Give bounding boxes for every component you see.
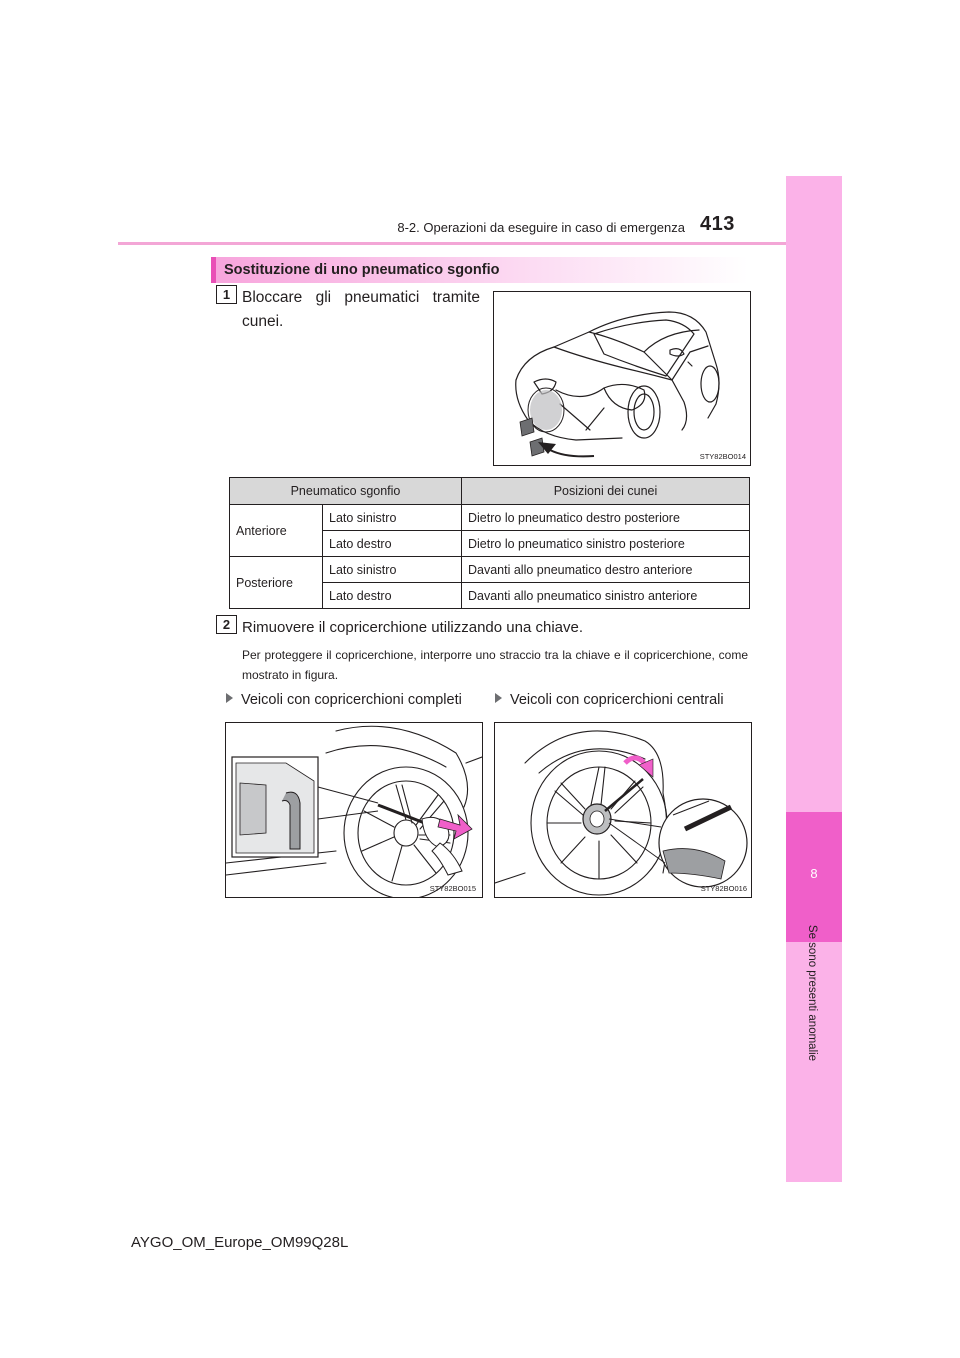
figure-code: STY82BO016	[700, 884, 747, 893]
variant-label: Veicoli con copricerchioni centrali	[510, 692, 724, 708]
table-cell-position: Davanti allo pneumatico destro anteriore	[462, 557, 750, 583]
chapter-title: Se sono presenti anomalie	[806, 924, 818, 1062]
chapter-number: 8	[810, 866, 818, 881]
table-cell-position: Davanti allo pneumatico sinistro anteriore	[462, 583, 750, 609]
triangle-bullet-icon	[495, 693, 502, 703]
header-section-title: 8-2. Operazioni da eseguire in caso di emergenza	[397, 220, 685, 235]
figure-center-cap	[494, 722, 752, 898]
step-2-text: Rimuovere il copricerchione utilizzando una chiave.	[242, 619, 584, 636]
document-code: AYGO_OM_Europe_OM99Q28L	[131, 1234, 349, 1251]
wedge-position-table	[229, 477, 750, 609]
triangle-bullet-icon	[226, 693, 233, 703]
variant-center-covers	[495, 692, 724, 708]
table-row	[230, 557, 750, 583]
figure-car-wheel-chocks	[493, 291, 751, 466]
variant-full-covers	[226, 692, 462, 708]
wheel-cover-illustration	[226, 723, 482, 897]
section-heading: Sostituzione di uno pneumatico sgonfio	[224, 262, 500, 278]
step-2-note: Per proteggere il copricerchione, interporre uno straccio tra la chiave e il copricerchione, come mostrato in figura.	[242, 648, 748, 682]
table-header-cell: Posizioni dei cunei	[462, 478, 750, 505]
section-heading-accent	[211, 257, 216, 283]
table-row	[230, 505, 750, 531]
header-rule	[118, 242, 842, 245]
table-cell-side: Lato sinistro	[323, 557, 462, 583]
center-cap-illustration	[495, 723, 751, 897]
table-cell-side: Lato destro	[323, 531, 462, 557]
figure-code: STY82BO014	[699, 452, 746, 461]
step-marker-1: 1	[216, 285, 237, 304]
car-illustration	[494, 292, 750, 465]
figure-code: STY82BO015	[429, 884, 476, 893]
table-cell-group: Posteriore	[230, 557, 323, 609]
variant-label: Veicoli con copricerchioni completi	[241, 692, 462, 708]
table-cell-group: Anteriore	[230, 505, 323, 557]
figure-full-wheel-cover	[225, 722, 483, 898]
table-header-row	[230, 478, 750, 505]
table-cell-position: Dietro lo pneumatico destro posteriore	[462, 505, 750, 531]
step-1-text-line1: Bloccare gli pneumatici tramite	[242, 289, 480, 306]
page-number: 413	[700, 213, 735, 235]
table-cell-position: Dietro lo pneumatico sinistro posteriore	[462, 531, 750, 557]
step-1-text-line2: cunei.	[242, 313, 284, 330]
step-1-text	[242, 286, 480, 334]
step-marker-2: 2	[216, 615, 237, 634]
table-cell-side: Lato sinistro	[323, 505, 462, 531]
table-cell-side: Lato destro	[323, 583, 462, 609]
table-header-cell: Pneumatico sgonfio	[230, 478, 462, 505]
